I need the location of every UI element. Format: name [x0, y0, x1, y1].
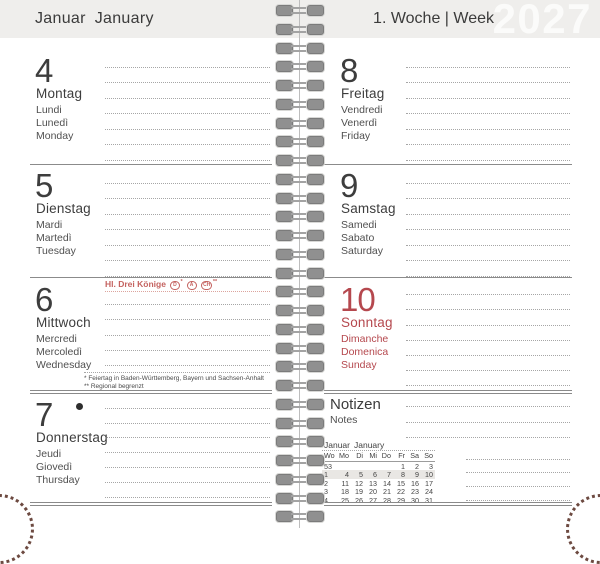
month-title-de: Januar — [35, 10, 86, 27]
cal-day: 30 — [411, 495, 419, 505]
spiral-ring-right — [307, 324, 324, 335]
country-badge-germany: D — [170, 281, 180, 290]
spiral-ring — [276, 193, 324, 204]
rule-line — [105, 230, 270, 246]
notes-subtitle: Notes — [330, 414, 358, 426]
spiral-ring — [276, 136, 324, 147]
cal-week-number: 3 — [324, 487, 328, 497]
country-badge-switzerland: CH — [203, 282, 211, 288]
spiral-ring — [276, 211, 324, 222]
cal-day: 23 — [411, 487, 419, 497]
writing-rules — [406, 280, 570, 386]
spiral-ring-left — [276, 155, 293, 166]
day-name-de: Mittwoch — [36, 315, 91, 330]
cal-day: 6 — [373, 470, 377, 480]
rule-line — [406, 371, 570, 386]
spiral-ring-wire — [291, 195, 309, 202]
spiral-ring-wire — [291, 251, 309, 258]
rule-line — [105, 453, 270, 468]
cal-weekday-label: So — [424, 451, 433, 461]
cal-weekday-label: Do — [381, 451, 391, 461]
day-name-it: Lunedì — [36, 117, 69, 129]
cal-day: 20 — [369, 487, 377, 497]
rule-line — [105, 409, 270, 424]
rule-line — [105, 438, 270, 453]
spiral-ring-left — [276, 61, 293, 72]
cal-day: 2 — [415, 461, 419, 471]
mini-calendar-weekday-header — [322, 451, 435, 462]
spiral-ring-right — [307, 418, 324, 429]
spiral-ring-wire — [291, 401, 309, 408]
day-names — [341, 86, 384, 143]
cal-day: 1 — [401, 461, 405, 471]
day-number: 6 — [35, 281, 53, 318]
spiral-ring-wire — [291, 345, 309, 352]
rule-line — [105, 83, 270, 99]
cal-day: 22 — [397, 487, 405, 497]
spiral-ring-right — [307, 99, 324, 110]
rule-line — [105, 305, 270, 320]
spiral-ring-left — [276, 380, 293, 391]
spiral-ring-left — [276, 511, 293, 522]
spiral-ring-wire — [291, 270, 309, 277]
day-name-fr: Lundi — [36, 104, 62, 116]
rule-line — [466, 460, 570, 474]
rule-line — [406, 215, 570, 231]
rule-line — [105, 483, 270, 498]
day-number: 5 — [35, 167, 53, 204]
day-name-en: Friday — [341, 130, 371, 142]
spiral-ring-wire — [291, 213, 309, 220]
spiral-ring-right — [307, 118, 324, 129]
spiral-ring-left — [276, 174, 293, 185]
day-block-tuesday-5 — [30, 165, 272, 277]
cal-day: 5 — [359, 470, 363, 480]
day-name-it: Mercoledì — [36, 346, 83, 358]
holiday-footnote-mark: ** — [212, 279, 218, 286]
spiral-ring-wire — [291, 513, 309, 520]
spiral-ring-right — [307, 193, 324, 204]
rule-line — [406, 168, 570, 184]
notes-block — [324, 394, 572, 505]
spiral-ring-wire — [291, 288, 309, 295]
rule-line — [105, 99, 270, 115]
rule-line — [105, 184, 270, 200]
rule-line — [406, 392, 570, 407]
spiral-ring-wire — [291, 176, 309, 183]
page-bottom-line — [324, 502, 572, 506]
spiral-ring-wire — [291, 82, 309, 89]
day-name-it: Domenica — [341, 346, 389, 358]
day-block-sunday-10 — [324, 278, 572, 390]
spiral-ring-left — [276, 80, 293, 91]
spiral-ring — [276, 174, 324, 185]
cal-week-number: 2 — [324, 478, 328, 488]
spiral-ring — [276, 324, 324, 335]
cal-day: 15 — [397, 478, 405, 488]
spiral-ring — [276, 361, 324, 372]
spiral-ring-left — [276, 136, 293, 147]
cal-day: 17 — [425, 478, 433, 488]
cal-week-row — [322, 479, 435, 488]
week-title: 1. Woche | Week — [373, 10, 494, 27]
day-names — [36, 315, 91, 372]
rule-line — [466, 446, 570, 460]
rule-line — [105, 215, 270, 231]
spiral-ring-left — [276, 324, 293, 335]
spiral-ring — [276, 343, 324, 354]
cal-day: 16 — [411, 478, 419, 488]
cal-day: 12 — [355, 478, 363, 488]
spiral-ring — [276, 118, 324, 129]
spiral-ring-wire — [291, 495, 309, 502]
rule-line — [105, 130, 270, 146]
spiral-ring-left — [276, 474, 293, 485]
spiral-ring — [276, 99, 324, 110]
rule-line — [406, 68, 570, 84]
rule-line — [105, 394, 270, 409]
spiral-ring — [276, 399, 324, 410]
cal-day: 3 — [429, 461, 433, 471]
day-number: 8 — [340, 52, 358, 89]
footnote-line-2: ** Regional begrenzt — [84, 382, 144, 390]
writing-rules — [105, 168, 270, 277]
day-name-de: Freitag — [341, 86, 385, 101]
spiral-ring-left — [276, 343, 293, 354]
spiral-ring — [276, 305, 324, 316]
rule-line — [105, 114, 270, 130]
spiral-ring-right — [307, 136, 324, 147]
right-page — [324, 38, 572, 504]
new-moon-icon — [76, 403, 83, 410]
day-name-fr: Mercredi — [36, 333, 77, 345]
cal-week-number: 4 — [324, 495, 328, 505]
day-name-it: Sabato — [341, 232, 375, 244]
spiral-ring — [276, 418, 324, 429]
spiral-ring-left — [276, 436, 293, 447]
cal-day: 29 — [397, 495, 405, 505]
spiral-ring-wire — [291, 363, 309, 370]
mini-calendar-grid — [322, 462, 435, 505]
rule-line — [406, 145, 570, 161]
cal-day: 9 — [415, 470, 419, 480]
rule-line — [406, 341, 570, 356]
spiral-ring-left — [276, 230, 293, 241]
rule-line — [406, 423, 570, 438]
cal-day: 8 — [401, 470, 405, 480]
day-block-wednesday-6 — [30, 278, 272, 390]
cal-day: 26 — [355, 495, 363, 505]
day-name-de: Donnerstag — [36, 430, 108, 445]
cal-weekday-label: Sa — [410, 451, 419, 461]
year-label: 2027 — [492, 0, 592, 42]
page-bottom-line — [30, 502, 272, 506]
notes-rules-short — [466, 446, 570, 501]
spiral-ring-wire — [291, 457, 309, 464]
spiral-ring — [276, 268, 324, 279]
spiral-ring — [276, 436, 324, 447]
rule-line — [105, 351, 270, 366]
rule-line — [105, 246, 270, 262]
spiral-ring-left — [276, 418, 293, 429]
day-name-it: Giovedì — [36, 461, 73, 473]
day-name-it: Martedì — [36, 232, 72, 244]
spiral-ring — [276, 230, 324, 241]
rule-line — [406, 261, 570, 277]
cal-day: 7 — [387, 470, 391, 480]
spiral-ring — [276, 380, 324, 391]
rule-line — [105, 168, 270, 184]
rule-line — [105, 424, 270, 439]
rule-line — [406, 184, 570, 200]
mini-calendar-month-en: January — [354, 440, 385, 450]
cal-weekday-label: Di — [356, 451, 363, 461]
spiral-ring-left — [276, 43, 293, 54]
spiral-ring-right — [307, 343, 324, 354]
cal-weekday-label: Mi — [369, 451, 377, 461]
rule-line — [105, 261, 270, 277]
spiral-ring-right — [307, 211, 324, 222]
mini-calendar — [322, 441, 435, 504]
rule-line — [105, 468, 270, 483]
rule-line — [406, 326, 570, 341]
rule-line — [466, 487, 570, 501]
day-names — [36, 201, 91, 258]
cal-day: 4 — [345, 470, 349, 480]
writing-rules — [105, 290, 270, 366]
notes-title: Notizen — [330, 396, 381, 413]
spiral-ring-left — [276, 249, 293, 260]
day-block-monday-4 — [30, 38, 272, 164]
spiral-ring-left — [276, 193, 293, 204]
day-block-thursday-7 — [30, 394, 272, 502]
spiral-ring-wire — [291, 101, 309, 108]
day-number: 4 — [35, 52, 53, 89]
cal-week-row-current — [322, 470, 435, 479]
spiral-ring-right — [307, 80, 324, 91]
day-name-fr: Vendredi — [341, 104, 383, 116]
cal-day: 18 — [341, 487, 349, 497]
footnote — [84, 372, 270, 390]
spiral-ring — [276, 80, 324, 91]
spiral-ring-right — [307, 249, 324, 260]
rule-line — [105, 199, 270, 215]
rule-line — [406, 99, 570, 115]
day-names — [36, 430, 108, 487]
cal-weekday-label: Mo — [339, 451, 349, 461]
writing-rules — [406, 168, 570, 277]
spiral-ring-wire — [291, 120, 309, 127]
spiral-ring — [276, 155, 324, 166]
spiral-ring-wire — [291, 307, 309, 314]
spiral-ring-right — [307, 511, 324, 522]
country-badge-austria: A — [187, 281, 197, 290]
spiral-ring-left — [276, 268, 293, 279]
day-name-de: Montag — [36, 86, 83, 101]
spiral-ring-wire — [291, 63, 309, 70]
cal-day: 31 — [425, 495, 433, 505]
spiral-ring — [276, 455, 324, 466]
cal-day: 28 — [383, 495, 391, 505]
notes-rules — [406, 392, 570, 438]
writing-rules — [105, 52, 270, 161]
day-name-en: Thursday — [36, 474, 80, 486]
day-name-de: Dienstag — [36, 201, 91, 216]
spiral-ring-left — [276, 305, 293, 316]
rule-line — [105, 336, 270, 351]
day-name-en: Wednesday — [36, 359, 92, 371]
spiral-ring — [276, 286, 324, 297]
writing-rules — [406, 52, 570, 161]
cal-week-row — [322, 462, 435, 471]
spiral-ring-wire — [291, 326, 309, 333]
month-title-en: January — [94, 10, 154, 27]
spiral-ring-left — [276, 211, 293, 222]
rule-line — [406, 246, 570, 262]
rule-line — [406, 310, 570, 325]
rule-line — [406, 83, 570, 99]
day-name-de: Samstag — [341, 201, 396, 216]
cal-week-number: 1 — [324, 470, 328, 480]
spiral-center-line — [299, 0, 300, 528]
holiday-footnote-mark: * — [180, 279, 183, 286]
cal-day: 24 — [425, 487, 433, 497]
corner-dots-left — [0, 494, 34, 564]
day-number: 7 — [35, 396, 53, 433]
spiral-ring-wire — [291, 438, 309, 445]
spiral-ring-right — [307, 380, 324, 391]
spiral-ring-left — [276, 99, 293, 110]
rule-line — [406, 52, 570, 68]
spiral-ring-right — [307, 155, 324, 166]
header-band — [0, 0, 600, 42]
rule-line — [105, 320, 270, 335]
rule-line — [406, 407, 570, 422]
spiral-ring-right — [307, 361, 324, 372]
rule-line — [105, 145, 270, 161]
mini-calendar-title — [322, 441, 435, 451]
spiral-ring-left — [276, 399, 293, 410]
day-name-fr: Dimanche — [341, 333, 389, 345]
spiral-ring-wire — [291, 138, 309, 145]
day-name-fr: Samedi — [341, 219, 377, 231]
day-name-en: Saturday — [341, 245, 384, 257]
spiral-ring-wire — [291, 382, 309, 389]
spiral-ring-right — [307, 61, 324, 72]
spiral-ring-left — [276, 493, 293, 504]
day-name-en: Sunday — [341, 359, 377, 371]
spiral-ring-wire — [291, 45, 309, 52]
spiral-ring-right — [307, 174, 324, 185]
left-page — [30, 38, 272, 504]
rule-line — [406, 199, 570, 215]
spiral-ring-left — [276, 118, 293, 129]
cal-day: 21 — [383, 487, 391, 497]
cal-day: 14 — [383, 478, 391, 488]
rule-line — [406, 130, 570, 146]
day-name-de: Sonntag — [341, 315, 393, 330]
rule-line — [466, 473, 570, 487]
cal-week-row — [322, 487, 435, 496]
cal-day: 27 — [369, 495, 377, 505]
spiral-ring-right — [307, 43, 324, 54]
writing-rules — [105, 394, 270, 498]
spiral-ring-left — [276, 455, 293, 466]
spiral-ring-wire — [291, 157, 309, 164]
day-name-fr: Jeudi — [36, 448, 62, 460]
rule-line — [406, 114, 570, 130]
day-name-it: Venerdì — [341, 117, 378, 129]
holiday-name: Hl. Drei Könige — [105, 279, 166, 289]
spiral-ring-right — [307, 268, 324, 279]
rule-line — [105, 68, 270, 84]
spiral-ring — [276, 249, 324, 260]
cal-day: 10 — [425, 470, 433, 480]
rule-line — [406, 280, 570, 295]
mini-calendar-month-de: Januar — [324, 440, 350, 450]
day-names — [341, 315, 393, 372]
spiral-ring-left — [276, 286, 293, 297]
day-name-en: Tuesday — [36, 245, 76, 257]
spiral-ring — [276, 61, 324, 72]
spiral-ring-right — [307, 230, 324, 241]
day-block-saturday-9 — [324, 165, 572, 277]
day-name-en: Monday — [36, 130, 74, 142]
cal-day: 25 — [341, 495, 349, 505]
cal-day: 19 — [355, 487, 363, 497]
rule-line — [406, 295, 570, 310]
spiral-ring-wire — [291, 232, 309, 239]
day-number: 10 — [340, 281, 375, 318]
spiral-ring — [276, 493, 324, 504]
cal-week-number: 53 — [324, 461, 332, 471]
cal-weekday-label: Wo — [324, 451, 335, 461]
rule-line — [406, 356, 570, 371]
spiral-ring-left — [276, 361, 293, 372]
rule-line — [406, 230, 570, 246]
month-title — [35, 10, 154, 28]
day-number: 9 — [340, 167, 358, 204]
rule-line — [105, 52, 270, 68]
day-name-fr: Mardi — [36, 219, 63, 231]
spiral-ring-right — [307, 286, 324, 297]
footnote-line-1: * Feiertag in Baden-Württemberg, Bayern und Sachsen-Anhalt — [84, 375, 264, 382]
spiral-ring-wire — [291, 476, 309, 483]
spiral-ring — [276, 511, 324, 522]
spiral-ring-right — [307, 305, 324, 316]
cal-day: 11 — [341, 478, 349, 488]
day-names — [36, 86, 82, 143]
spiral-ring-right — [307, 399, 324, 410]
spiral-ring-wire — [291, 420, 309, 427]
rule-line — [105, 290, 270, 305]
cal-weekday-label: Fr — [398, 451, 405, 461]
day-names — [341, 201, 396, 258]
day-block-friday-8 — [324, 38, 572, 164]
spiral-ring — [276, 43, 324, 54]
spiral-ring — [276, 474, 324, 485]
cal-day: 13 — [369, 478, 377, 488]
